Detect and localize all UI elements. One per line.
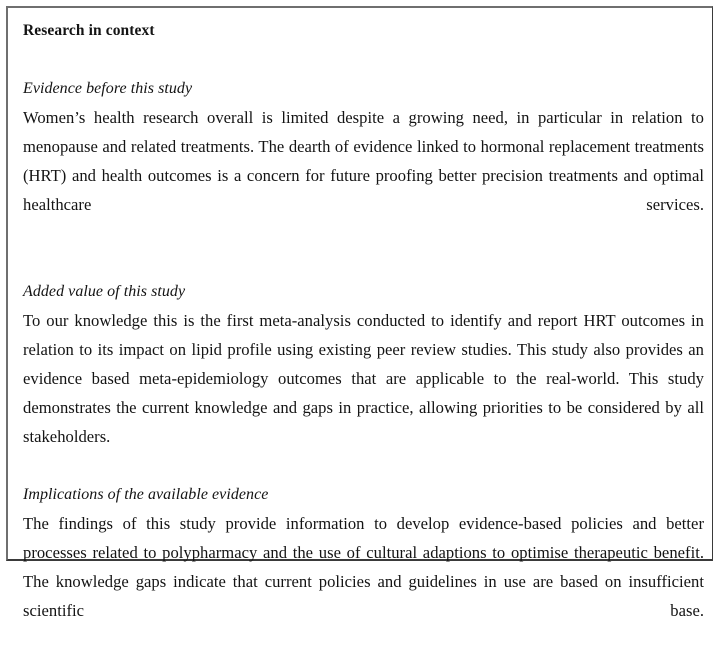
box-title: Research in context <box>23 22 155 39</box>
section-heading-evidence-before-this-study: Evidence before this study <box>23 80 193 97</box>
box-content <box>23 16 704 654</box>
section-heading-added-value-of-this-study: Added value of this study <box>23 283 186 300</box>
section-body-implications-of-the-available-evidence: The findings of this study provide information to develop evidence-based policies and better processes related to polypharmacy and the use of cultural adaptions to optimise therapeutic benefit. The knowledge gaps indicate that current policies and guidelines in use are based on insufficient scientific base. <box>23 514 704 620</box>
section-body-added-value-of-this-study: To our knowledge this is the first meta-analysis conducted to identify and report HRT outcomes in relation to its impact on lipid profile using existing peer review studies. This study also provides an evidence based meta-epidemiology outcomes that are applicable to the real-world. This study demonstrates the current knowledge and gaps in practice, allowing priorities to be considered by all stakeholders. <box>23 311 704 446</box>
title-gap <box>23 45 704 74</box>
section-gap-1 <box>23 248 704 277</box>
research-in-context-box <box>6 6 713 620</box>
section-body-evidence-before-this-study: Women’s health research overall is limited despite a growing need, in particular in relation to menopause and related treatments. The dearth of evidence linked to hormonal replacement treatments (HRT) and health outcomes is a concern for future proofing better precision treatments and optimal healthcare services. <box>23 108 704 214</box>
section-heading-implications-of-the-available-evidence: Implications of the available evidence <box>23 486 269 503</box>
